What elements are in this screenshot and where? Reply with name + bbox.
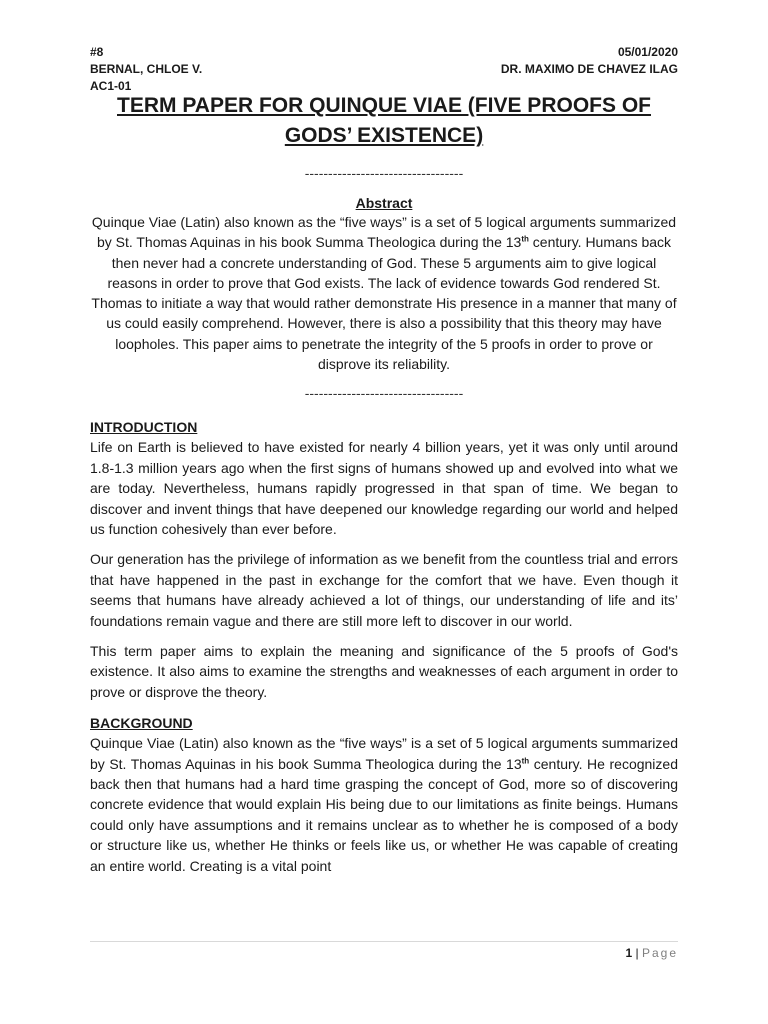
background-heading: BACKGROUND bbox=[90, 715, 193, 732]
page-label: Page bbox=[641, 946, 678, 960]
title-line-1: TERM PAPER FOR QUINQUE VIAE (FIVE PROOFS OF bbox=[117, 94, 651, 117]
title-line-2: GODS’ EXISTENCE) bbox=[284, 124, 484, 147]
class-section: AC1-01 bbox=[90, 79, 132, 93]
introduction-heading: INTRODUCTION bbox=[90, 419, 198, 436]
introduction-paragraph-1: Life on Earth is believed to have existed for nearly 4 billion years, yet it was only until around 1.8-1.3 million years ago when the first signs of humans showed up and evolved into what we are today. Nevertheless, humans rapidly progressed in that span of time. We began to discover and invent things that have deepened our knowledge regarding our world and helped us function cohesively than ever before. bbox=[90, 439, 678, 537]
page-separator: | bbox=[632, 946, 642, 960]
abstract-text-part-2: century. Humans back then never had a concrete understanding of God. These 5 arguments aim to give logical reasons in order to prove that God exists. The lack of evidence towards God rendered St. Thomas to initiate a way that would rather demonstrate His presence in a manner that many of us could easily comprehend. However, there is also a possibility that this theory may have loopholes. This paper aims to penetrate the integrity of the 5 proofs in order to prove or disprove its reliability. bbox=[91, 234, 677, 373]
abstract-heading: Abstract bbox=[355, 195, 413, 211]
divider-top: ---------------------------------- bbox=[304, 165, 464, 181]
background-paragraph bbox=[90, 733, 678, 876]
instructor-name: DR. MAXIMO DE CHAVEZ ILAG bbox=[500, 62, 678, 76]
background-text-part-2: century. He recognized back then that humans had a hard time grasping the concept of God, more so of discovering concrete evidence that would explain His being due to our limitations as finite beings. Humans could only have assumptions and it remains unclear as to whether he is composed of a body or structure like us, whether He thinks or feels like us, or whether He was capable of creating an entire world. Creating is a vital point bbox=[90, 755, 678, 874]
document-page bbox=[90, 44, 678, 876]
background-text-part-1: Quinque Viae (Latin) also known as the “five ways” is a set of 5 logical arguments summarized by St. Thomas Aquinas in his book Summa Theologica during the 13 bbox=[90, 735, 678, 772]
abstract-text bbox=[90, 212, 678, 374]
document-header bbox=[90, 44, 678, 95]
abstract-text-part-1: Quinque Viae (Latin) also known as the “five ways” is a set of 5 logical arguments summarized by St. Thomas Aquinas in his book Summa Theologica during the 13 bbox=[91, 214, 677, 251]
abstract-superscript: th bbox=[521, 234, 529, 244]
introduction-paragraph-2: Our generation has the privilege of information as we benefit from the countless trial and errors that have happened in the past in exchange for the comfort that we have. Even though it seems that humans have already achieved a lot of things, our understanding of life and its’ foundations remain vague and there are still more left to discover in our world. bbox=[90, 551, 678, 629]
page-title bbox=[90, 91, 678, 151]
introduction-paragraph-3: This term paper aims to explain the meaning and significance of the 5 proofs of God's existence. It also aims to examine the strengths and weaknesses of each argument in order to prove or disprove the theory. bbox=[90, 643, 678, 700]
page-footer bbox=[625, 945, 678, 961]
paper-number: #8 bbox=[90, 45, 104, 59]
page-number: 1 bbox=[625, 946, 633, 960]
paper-date: 05/01/2020 bbox=[617, 45, 678, 59]
divider-bottom: ---------------------------------- bbox=[304, 385, 464, 402]
background-superscript: th bbox=[521, 756, 530, 765]
footer-divider bbox=[90, 941, 678, 942]
student-name: BERNAL, CHLOE V. bbox=[90, 62, 203, 76]
